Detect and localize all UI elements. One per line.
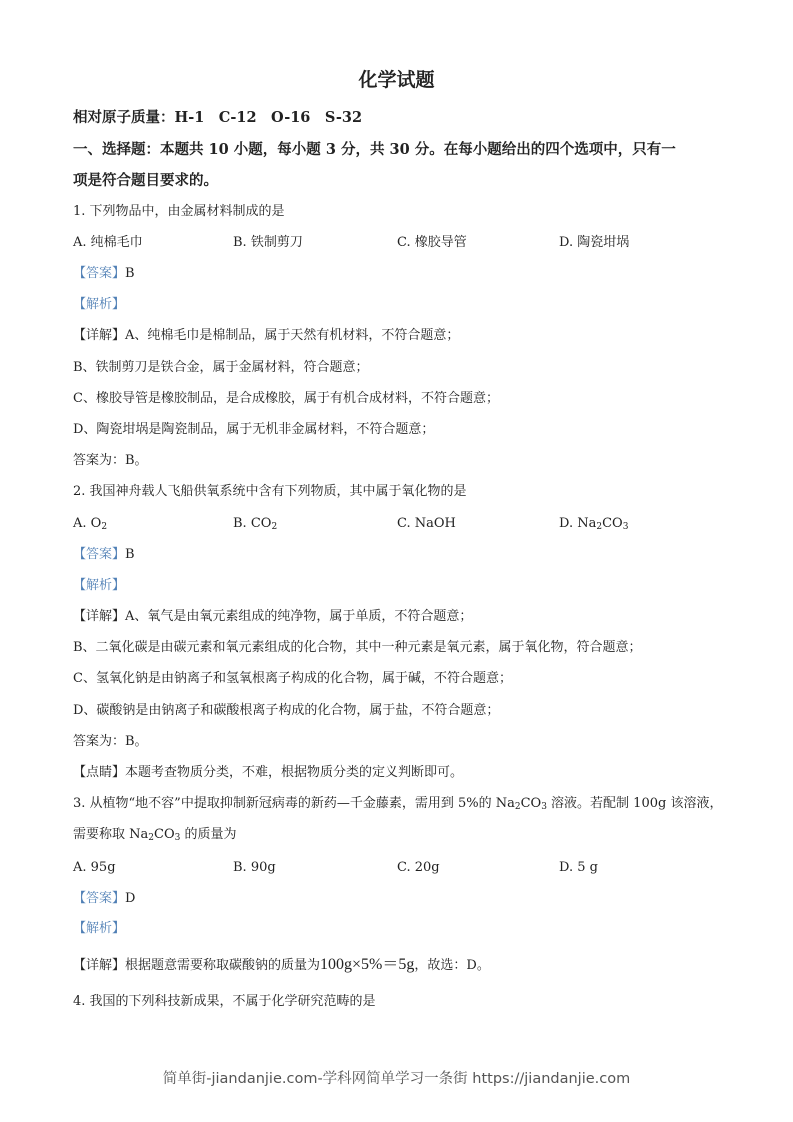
detail-label: 【详解】 — [73, 328, 126, 343]
detail-label: 【详解】 — [73, 609, 126, 624]
q1-detail-c: C、橡胶导管是橡胶制品，是合成橡胶，属于有机合成材料，不符合题意； — [73, 391, 499, 406]
answer-value: B — [125, 266, 135, 281]
subscript: 2 — [148, 833, 154, 843]
subscript: 2 — [101, 522, 108, 532]
page-title: 化学试题 — [358, 69, 435, 91]
subscript: 2 — [596, 522, 603, 532]
q1-detail-a — [73, 328, 459, 344]
detail-text: A、氧气是由氧元素组成的纯净物，属于单质，不符合题意； — [125, 609, 473, 624]
q2-detail-d: D、碳酸钠是由钠离子和碳酸根离子构成的化合物，属于盐，不符合题意； — [73, 703, 500, 718]
q3-option-d: D. 5 g — [559, 860, 598, 875]
q1-detail-d: D、陶瓷坩埚是陶瓷制品，属于无机非金属材料，不符合题意； — [73, 422, 435, 437]
subscript: 3 — [174, 833, 181, 843]
subscript: 2 — [271, 522, 278, 532]
section-heading-line2: 项是符合题目要求的。 — [73, 172, 218, 189]
q2-detail-c: C、氢氧化钠是由钠离子和氢氧根离子构成的化合物，属于碱，不符合题意； — [73, 671, 512, 686]
q3-option-c: C. 20g — [397, 860, 440, 875]
stem-text: 溶液。若配制 100g 该溶液， — [546, 796, 723, 811]
stem-text: 需要称取 Na — [73, 827, 149, 842]
q1-option-d: D. 陶瓷坩埚 — [559, 235, 630, 250]
formula: D. Na — [559, 516, 597, 531]
question-1-stem: 1. 下列物品中，由金属材料制成的是 — [73, 204, 285, 219]
atomic-masses: 相对原子质量：H-1 C-12 O-16 S-32 — [73, 109, 363, 126]
stem-text: 的质量为 — [180, 827, 237, 842]
stem-text: 3. 从植物“地不容”中提取抑制新冠病毒的新药—千金藤素，需用到 5%的 Na — [73, 796, 515, 811]
formula: CO — [602, 516, 623, 531]
question-4-stem: 4. 我国的下列科技新成果，不属于化学研究范畴的是 — [73, 994, 376, 1009]
q1-option-a: A. 纯棉毛巾 — [73, 235, 143, 250]
answer-label: 【答案】 — [73, 547, 126, 562]
answer-value: B — [125, 547, 135, 562]
q1-conclusion: 答案为：B。 — [73, 453, 148, 468]
q3-option-b: B. 90g — [233, 860, 276, 875]
comment-label: 【点睛】 — [73, 765, 126, 780]
q1-option-b: B. 铁制剪刀 — [233, 235, 303, 250]
comment-text: 本题考查物质分类，不难，根据物质分类的定义判断即可。 — [125, 765, 464, 780]
q2-option-b — [233, 516, 277, 532]
detail-label: 【详解】 — [73, 958, 126, 973]
stem-text: CO — [520, 796, 542, 811]
answer-value: D — [125, 891, 136, 906]
q2-analysis-label: 【解析】 — [73, 578, 126, 593]
q2-comment — [73, 765, 463, 781]
detail-text: 根据题意需要称取碳酸钠的质量为 — [125, 958, 321, 973]
detail-text: ，故选：D。 — [414, 958, 490, 973]
q1-answer — [73, 266, 135, 282]
subscript: 2 — [514, 802, 521, 812]
q2-conclusion: 答案为：B。 — [73, 734, 148, 749]
q2-answer — [73, 547, 135, 563]
question-2-stem: 2. 我国神舟载人飞船供氧系统中含有下列物质，其中属于氧化物的是 — [73, 484, 467, 499]
answer-label: 【答案】 — [73, 266, 126, 281]
q3-analysis-label: 【解析】 — [73, 921, 126, 936]
q2-detail-a — [73, 609, 472, 625]
subscript: 3 — [541, 802, 547, 812]
footer-watermark: 简单街-jiandanjie.com-学科网简单学习一条街 https://jiandanjie.com — [162, 1071, 631, 1087]
question-3-stem-line1 — [73, 796, 722, 812]
question-3-stem-line2 — [73, 827, 236, 843]
math-expression: 100g×5%＝5g — [320, 956, 415, 973]
q1-detail-b: B、铁制剪刀是铁合金，属于金属材料，符合题意； — [73, 360, 369, 375]
answer-label: 【答案】 — [73, 891, 126, 906]
stem-text: CO — [154, 827, 175, 842]
formula: A. O — [73, 516, 102, 531]
q2-option-c: C. NaOH — [397, 516, 456, 531]
detail-text: A、纯棉毛巾是棉制品，属于天然有机材料，不符合题意； — [125, 328, 460, 343]
q1-analysis-label: 【解析】 — [73, 297, 126, 312]
q2-option-d — [559, 516, 628, 532]
section-heading-line1: 一、选择题：本题共 10 小题，每小题 3 分，共 30 分。在每小题给出的四个选项中，只有一 — [73, 141, 676, 158]
q3-option-a: A. 95g — [73, 860, 116, 875]
q2-option-a — [73, 516, 107, 532]
q3-detail — [73, 957, 490, 974]
formula: B. CO — [233, 516, 272, 531]
q2-detail-b: B、二氧化碳是由碳元素和氧元素组成的化合物，其中一种元素是氧元素，属于氧化物，符合题意； — [73, 640, 642, 655]
subscript: 3 — [622, 522, 629, 532]
q1-option-c: C. 橡胶导管 — [397, 235, 467, 250]
q3-answer — [73, 891, 135, 907]
